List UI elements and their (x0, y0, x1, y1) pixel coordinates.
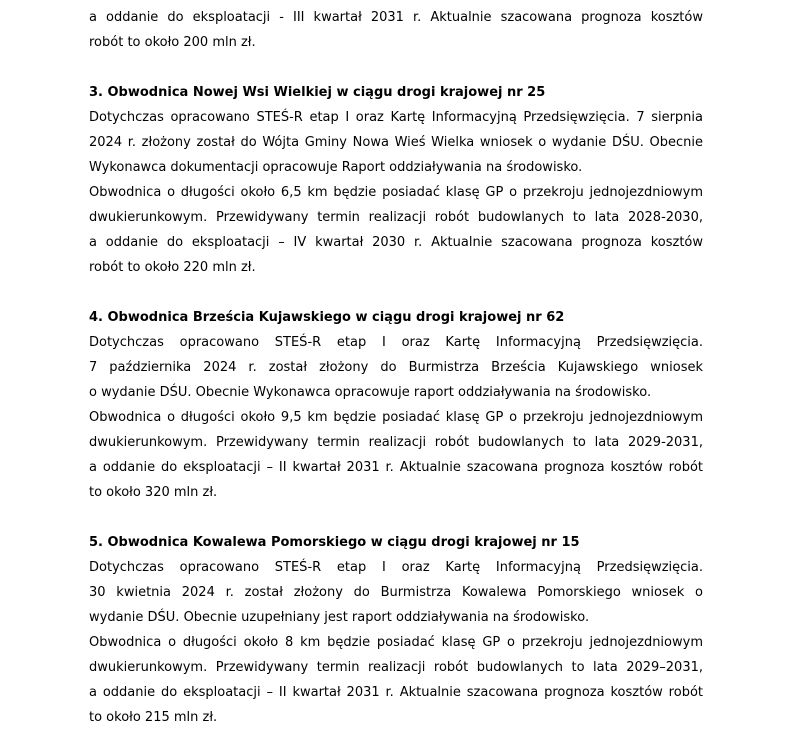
section-4-status-paragraph (89, 330, 703, 405)
paragraph-line: Dotychczas opracowano STEŚ-R etap I oraz Kartę Informacyjną Przedsięwzięcia. (89, 560, 703, 575)
paragraph-line: Obwodnica o długości około 6,5 km będzie posiadać klasę GP o przekroju jednojezdniowym (89, 185, 703, 200)
paragraph-line: a oddanie do eksploatacji – II kwartał 2031 r. Aktualnie szacowana prognoza kosztów robót (89, 460, 703, 475)
paragraph-line: dwukierunkowym. Przewidywany termin realizacji robót budowlanych to lata 2028-2030, (89, 210, 703, 225)
paragraph-line: 2024 r. złożony został do Wójta Gminy Nowa Wieś Wielka wniosek o wydanie DŚU. Obecnie (89, 135, 703, 150)
paragraph-line: dwukierunkowym. Przewidywany termin realizacji robót budowlanych to lata 2029-2031, (89, 435, 703, 450)
paragraph-line: to około 215 mln zł. (89, 710, 218, 725)
paragraph-line: a oddanie do eksploatacji – IV kwartał 2030 r. Aktualnie szacowana prognoza kosztów (89, 235, 703, 250)
paragraph-line: robót to około 220 mln zł. (89, 260, 256, 275)
paragraph-line: to około 320 mln zł. (89, 485, 218, 500)
section-5-details-paragraph (89, 630, 703, 730)
heading-text: 5. Obwodnica Kowalewa Pomorskiego w ciągu drogi krajowej nr 15 (89, 535, 580, 550)
section-5-heading (89, 530, 703, 555)
paragraph-line: a oddanie do eksploatacji – II kwartał 2031 r. Aktualnie szacowana prognoza kosztów robót (89, 685, 703, 700)
section-3-status-paragraph (89, 105, 703, 180)
heading-text: 4. Obwodnica Brześcia Kujawskiego w ciągu drogi krajowej nr 62 (89, 310, 565, 325)
section-5-status-paragraph (89, 555, 703, 630)
paragraph-line: Dotychczas opracowano STEŚ-R etap I oraz Kartę Informacyjną Przedsięwzięcia. 7 sierpnia (89, 110, 703, 125)
paragraph-line: Obwodnica o długości około 8 km będzie posiadać klasę GP o przekroju jednojezdniowym (89, 635, 703, 650)
paragraph-line: dwukierunkowym. Przewidywany termin realizacji robót budowlanych to lata 2029–2031, (89, 660, 703, 675)
paragraph-line: a oddanie do eksploatacji - III kwartał 2031 r. Aktualnie szacowana prognoza kosztów (89, 10, 703, 25)
paragraph-line: Wykonawca dokumentacji opracowuje Raport oddziaływania na środowisko. (89, 160, 583, 175)
paragraph-line: Obwodnica o długości około 9,5 km będzie posiadać klasę GP o przekroju jednojezdniowym (89, 410, 703, 425)
section-3-details-paragraph (89, 180, 703, 280)
paragraph-line: 7 października 2024 r. został złożony do Burmistrza Brześcia Kujawskiego wniosek (89, 360, 703, 375)
heading-text: 3. Obwodnica Nowej Wsi Wielkiej w ciągu drogi krajowej nr 25 (89, 85, 546, 100)
paragraph-line: Dotychczas opracowano STEŚ-R etap I oraz Kartę Informacyjną Przedsięwzięcia. (89, 335, 703, 350)
section-4-heading (89, 305, 703, 330)
paragraph-line: o wydanie DŚU. Obecnie Wykonawca opracowuje raport oddziaływania na środowisko. (89, 385, 652, 400)
continuation-paragraph (89, 5, 703, 55)
paragraph-line: wydanie DŚU. Obecnie uzupełniany jest raport oddziaływania na środowisko. (89, 610, 590, 625)
paragraph-line: robót to około 200 mln zł. (89, 35, 256, 50)
section-3-heading (89, 80, 703, 105)
section-4-details-paragraph (89, 405, 703, 505)
paragraph-line: 30 kwietnia 2024 r. został złożony do Burmistrza Kowalewa Pomorskiego wniosek o (89, 585, 703, 600)
